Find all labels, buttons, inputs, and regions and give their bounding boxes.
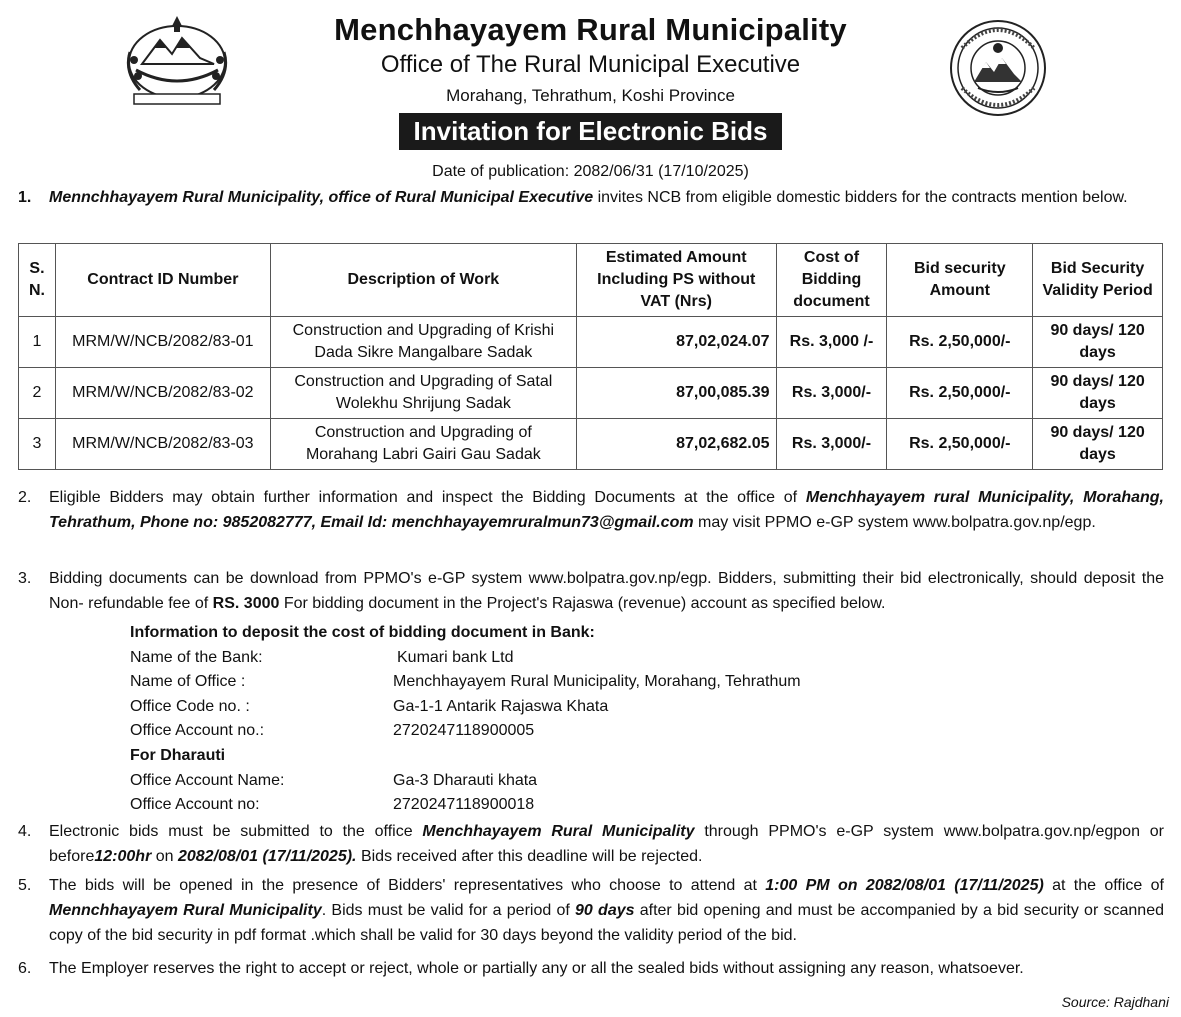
bank-info-label: Name of the Bank: [130, 648, 263, 666]
bank-info-row [130, 646, 595, 671]
column-header: S. N. [19, 244, 56, 317]
table-row [19, 368, 1163, 419]
paragraph-bold-text: Mennchhayayem Rural Municipality, office of Rural Municipal Executive [49, 189, 594, 206]
banner-wrapper [0, 113, 1181, 150]
paragraph-2 [18, 485, 1164, 535]
cost-cell: Rs. 3,000 /- [776, 317, 887, 368]
paragraph-text: Electronic bids must be submitted to the office [49, 823, 423, 840]
column-header: Description of Work [270, 244, 576, 317]
publication-date: Date of publication: 2082/06/31 (17/10/2025) [432, 163, 749, 180]
deadline-date: 2082/08/01 (17/11/2025). [177, 848, 357, 865]
contact-details: Menchhayayem rural Municipality, Morahang, Tehrathum, Phone no: 9852082777, Email Id: menchhayayemruralmun73@gmail.com [49, 489, 1165, 531]
amount-cell: 87,02,682.05 [576, 419, 776, 470]
validity-cell: 90 days/ 120 days [1033, 419, 1163, 470]
paragraph-1 [18, 185, 1164, 210]
paragraph-text: on [151, 848, 178, 865]
security-cell: Rs. 2,50,000/- [887, 419, 1033, 470]
paragraph-text: The bids will be opened in the presence of Bidders' representatives who choose to attend at [49, 877, 766, 894]
bank-info-row [130, 793, 595, 818]
paragraph-text: Bids received after this deadline will be rejected. [356, 848, 703, 865]
bids-table [18, 243, 1163, 470]
bank-info-value: Ga-3 Dharauti khata [393, 771, 538, 789]
office-address: Morahang, Tehrathum, Koshi Province [446, 86, 735, 105]
bank-info-label: Office Account Name: [130, 771, 285, 789]
bank-info-label: Name of Office : [130, 673, 246, 691]
paragraph-text: may visit PPMO e-GP system www.bolpatra.gov.np/egp. [693, 514, 1096, 531]
serial-number-cell: 2 [19, 368, 56, 419]
bank-info-label: Office Account no.: [130, 722, 265, 740]
paragraph-text: For bidding document in the Project's Rajaswa (revenue) account as specified below. [279, 595, 886, 612]
deadline-time: 12:00hr [94, 848, 152, 865]
office-subtitle: Office of The Rural Municipal Executive [380, 51, 801, 78]
column-header: Bid Security Validity Period [1033, 244, 1163, 317]
cost-cell: Rs. 3,000/- [776, 368, 887, 419]
bank-info-heading: Information to deposit the cost of bidding document in Bank: [130, 624, 595, 641]
serial-number-cell: 3 [19, 419, 56, 470]
bank-info-row [130, 769, 595, 794]
description-cell: Construction and Upgrading of Morahang Labri Gairi Gau Sadak [270, 419, 576, 470]
bank-info-value: 2720247118900018 [393, 796, 535, 814]
paragraph-3 [18, 566, 1164, 616]
paragraph-number: 3. [18, 570, 32, 587]
table-row [19, 317, 1163, 368]
bank-info-row [130, 670, 801, 695]
paragraph-text: invites NCB from eligible domestic bidders for the contracts mention below. [593, 189, 1128, 206]
notice-banner: Invitation for Electronic Bids [399, 113, 783, 150]
paragraph-text: Bidding documents can be download from PPMO's e-GP system www.bolpatra.gov.np/egp. Bidders, submitting their bid electronically, should deposit the Non- refundable fee of [49, 570, 1164, 612]
paragraph-5 [18, 873, 1164, 948]
table-header-row [19, 244, 1163, 317]
column-header: Bid security Amount [887, 244, 1033, 317]
bank-info-value: Menchhayayem Rural Municipality, Morahang, Tehrathum [393, 673, 801, 691]
validity-cell: 90 days/ 120 days [1033, 317, 1163, 368]
bank-info-row [130, 719, 595, 744]
paragraph-text: at the office of [1043, 877, 1164, 894]
bank-info-label: Office Code no. : [130, 697, 250, 715]
paragraph-number: 1. [18, 189, 32, 206]
serial-number-cell: 1 [19, 317, 56, 368]
column-header: Cost of Bidding document [776, 244, 887, 317]
contract-id-cell: MRM/W/NCB/2082/83-01 [55, 317, 270, 368]
amount-cell: 87,02,024.07 [576, 317, 776, 368]
validity-days: 90 days [575, 902, 635, 919]
bank-info-label: Office Account no: [130, 796, 260, 814]
paragraph-text: after bid opening and must be accompanied by a bid security or scanned copy of the bid security in pdf format .which shall be valid for 30 days beyond the validity period of the bid. [49, 902, 1164, 944]
description-cell: Construction and Upgrading of Krishi Dada Sikre Mangalbare Sadak [270, 317, 576, 368]
fee-amount: RS. 3000 [212, 595, 280, 612]
validity-cell: 90 days/ 120 days [1033, 368, 1163, 419]
cost-cell: Rs. 3,000/- [776, 419, 887, 470]
office-name: Menchhayayem Rural Municipality [422, 823, 695, 840]
paragraph-4 [18, 819, 1164, 869]
bank-info-value: Kumari bank Ltd [397, 648, 514, 666]
municipality-title: Menchhayayem Rural Municipality [334, 12, 847, 47]
bank-info-row [130, 695, 609, 720]
dharauti-heading: For Dharauti [130, 746, 226, 764]
paragraph-number: 2. [18, 489, 32, 506]
paragraph-number: 4. [18, 823, 32, 840]
paragraph-6 [18, 956, 1164, 981]
security-cell: Rs. 2,50,000/- [887, 368, 1033, 419]
paragraph-text: . Bids must be valid for a period of [321, 902, 576, 919]
paragraph-number: 5. [18, 877, 32, 894]
paragraph-text: through PPMO's e-GP system www.bolpatra.gov.np/egpon or before [49, 823, 1164, 865]
column-header: Estimated Amount Including PS without VAT (Nrs) [576, 244, 776, 317]
column-header: Contract ID Number [55, 244, 270, 317]
contract-id-cell: MRM/W/NCB/2082/83-03 [55, 419, 270, 470]
paragraph-text: The Employer reserves the right to accept or reject, whole or partially any or all the sealed bids without assigning any reason, whatsoever. [49, 960, 1024, 977]
table-row [19, 419, 1163, 470]
paragraph-number: 6. [18, 960, 32, 977]
source-credit: Source: Rajdhani [1061, 994, 1169, 1010]
amount-cell: 87,00,085.39 [576, 368, 776, 419]
bank-info-value: 2720247118900005 [393, 722, 535, 740]
contract-id-cell: MRM/W/NCB/2082/83-02 [55, 368, 270, 419]
bank-info-block [130, 621, 801, 818]
security-cell: Rs. 2,50,000/- [887, 317, 1033, 368]
opening-time: 1:00 PM on 2082/08/01 (17/11/2025) [765, 877, 1044, 894]
paragraph-text: Eligible Bidders may obtain further information and inspect the Bidding Documents at the office of [49, 489, 806, 506]
description-cell: Construction and Upgrading of Satal Wolekhu Shrijung Sadak [270, 368, 576, 419]
office-name: Mennchhayayem Rural Municipality [49, 902, 322, 919]
bank-info-value: Ga-1-1 Antarik Rajaswa Khata [393, 697, 609, 715]
